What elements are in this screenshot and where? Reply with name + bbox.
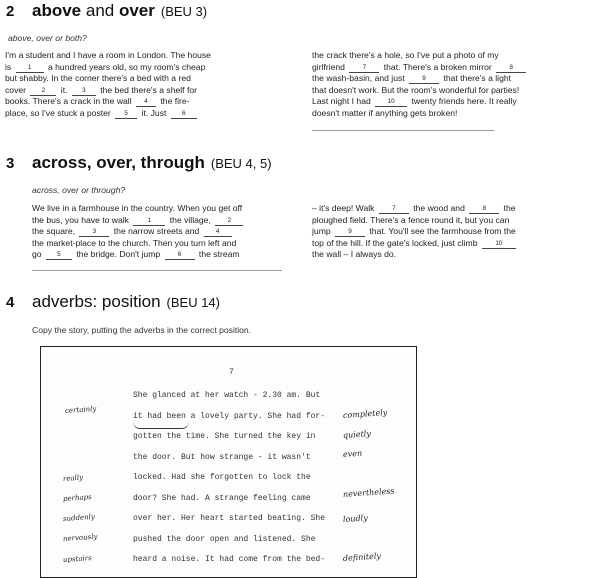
handwritten-adverb: perhaps — [62, 493, 92, 503]
section-3-title-text: across, over, through — [32, 153, 205, 172]
text-run: twenty friends here. It really — [409, 96, 517, 107]
text-line — [312, 215, 597, 227]
title-word-and: and — [81, 1, 119, 20]
answer-blank-3[interactable]: 3 — [72, 87, 96, 96]
text-line — [5, 50, 295, 62]
text-run: that. You'll see the farmhouse from the — [367, 226, 516, 237]
text-run: a hundred years old, so my room's cheap — [45, 61, 206, 72]
handwritten-adverb: loudly — [342, 513, 368, 524]
text-line — [312, 249, 597, 261]
typed-line: door? She had. A strange feeling came — [133, 493, 311, 503]
text-line — [5, 62, 295, 74]
text-run: – it's deep! Walk — [312, 203, 377, 213]
text-line — [312, 238, 597, 250]
text-run: the narrow streets and — [111, 226, 202, 237]
section-3-reference: (BEU 4, 5) — [210, 156, 272, 171]
answer-blank-5[interactable]: 5 — [46, 251, 72, 260]
handwritten-adverb: quietly — [342, 429, 372, 440]
section-2-reference: (BEU 3) — [160, 4, 208, 19]
text-run: place, so I've stuck a poster — [5, 107, 114, 118]
answer-blank-3[interactable]: 3 — [79, 228, 109, 237]
text-run: the wall – I always do. — [312, 249, 397, 260]
handwritten-adverb: really — [62, 473, 84, 483]
answer-blank-4[interactable]: 4 — [204, 228, 232, 237]
typed-line: locked. Had she forgotten to lock the — [133, 473, 311, 482]
section-4-reference: (BEU 14) — [166, 295, 220, 310]
answer-blank-9[interactable]: 9 — [335, 228, 365, 237]
handwritten-adverb: completely — [342, 407, 388, 420]
text-run: that. There's a broken mirror — [381, 61, 495, 72]
answer-blank-1[interactable]: 1 — [133, 217, 165, 226]
typed-story-sheet — [40, 346, 417, 578]
text-line — [312, 96, 597, 108]
text-run: the village, — [167, 214, 214, 225]
text-run: the wash-basin, and just — [312, 73, 408, 84]
typed-line: pushed the door open and listened. She — [133, 534, 316, 544]
text-run: the stream — [196, 249, 240, 260]
text-run: the bus, you have to walk — [32, 214, 132, 225]
title-word-above: above — [32, 1, 82, 20]
typed-line: the door. But how strange - it wasn't — [133, 452, 311, 462]
handwritten-adverb: upstairs — [62, 554, 92, 564]
section-2-text-left — [5, 50, 295, 120]
text-run: the bridge. Don't jump — [73, 249, 163, 260]
section-3-divider — [32, 270, 282, 271]
section-3-title — [32, 153, 272, 173]
answer-blank-10[interactable]: 10 — [375, 98, 407, 107]
section-3-number: 3 — [6, 155, 15, 172]
section-4-instruction: Copy the story, putting the adverbs in the correct position. — [32, 325, 252, 335]
answer-blank-6[interactable]: 6 — [165, 251, 195, 260]
text-run: cover — [5, 84, 29, 95]
text-run: ploughed field. There's a fence round it, but you can — [312, 214, 510, 225]
text-run: it. — [58, 84, 70, 95]
text-run: the crack there's a hole, so I've put a photo of my — [312, 50, 499, 60]
text-run: I'm a student and I have a room in London. The house — [5, 50, 211, 60]
answer-blank-8[interactable]: 8 — [496, 64, 526, 73]
text-line — [5, 85, 295, 97]
text-line — [5, 108, 295, 120]
text-run: Last night I had — [312, 96, 374, 107]
answer-blank-6[interactable]: 6 — [171, 110, 197, 119]
typed-line: over her. Her heart started beating. She — [133, 514, 326, 523]
answer-blank-7[interactable]: 7 — [349, 64, 379, 73]
typed-line: heard a noise. It had come from the bed- — [133, 555, 326, 564]
handwritten-adverb: definitely — [342, 551, 382, 563]
section-2-text-right — [312, 50, 597, 120]
text-run: that there's a light — [441, 73, 512, 84]
answer-blank-9[interactable]: 9 — [409, 75, 439, 84]
text-run: top of the hill. If the gate's locked, just climb — [312, 237, 480, 248]
text-run: books. There's a crack in the wall — [5, 96, 135, 107]
answer-blank-8[interactable]: 8 — [469, 205, 499, 214]
handwritten-adverb: nervously — [62, 532, 98, 543]
text-line — [312, 62, 597, 74]
answer-blank-2[interactable]: 2 — [30, 87, 56, 96]
answer-blank-7[interactable]: 7 — [379, 205, 409, 214]
typed-line: it had been a lovely party. She had for- — [133, 411, 326, 421]
section-4-number: 4 — [6, 294, 15, 311]
text-run: is — [5, 61, 14, 72]
text-run: the square, — [32, 226, 78, 237]
section-4-title — [32, 292, 220, 312]
text-line — [5, 96, 295, 108]
text-line — [312, 73, 597, 85]
text-run: girlfriend — [312, 61, 348, 72]
section-3-text-right — [312, 203, 597, 261]
answer-blank-2[interactable]: 2 — [215, 217, 243, 226]
text-line — [312, 203, 597, 215]
section-2-number: 2 — [6, 3, 15, 20]
text-line — [312, 50, 597, 62]
text-run: it. Just — [139, 107, 169, 118]
typed-line: gotten the time. She turned the key in — [133, 432, 316, 441]
section-2-instruction: above, over or both? — [8, 33, 87, 43]
text-run: doesn't matter if anything gets broken! — [312, 107, 458, 118]
text-line — [312, 108, 597, 120]
text-run: the — [501, 203, 516, 213]
text-line — [32, 203, 302, 215]
text-line — [5, 73, 295, 85]
text-run: the wood and — [410, 203, 468, 213]
text-line — [312, 85, 597, 97]
text-line — [32, 249, 302, 261]
text-line — [312, 226, 597, 238]
section-4-title-text: adverbs: position — [32, 292, 161, 311]
answer-blank-4[interactable]: 4 — [136, 98, 156, 107]
answer-blank-5[interactable]: 5 — [115, 110, 137, 119]
sheet-page-number: 7 — [229, 368, 234, 377]
text-run: We live in a farmhouse in the country. When you get off — [32, 203, 243, 213]
section-2-divider — [312, 130, 494, 131]
handwritten-underline — [133, 422, 189, 429]
text-line — [32, 238, 302, 250]
answer-blank-1[interactable]: 1 — [16, 64, 44, 73]
answer-blank-10[interactable]: 10 — [482, 240, 516, 249]
text-line — [32, 226, 302, 238]
text-run: but shabby. In the corner there's a bed with a red — [5, 73, 191, 84]
text-run: go — [32, 249, 44, 260]
text-run: that doesn't work. But the room's wonderful for parties! — [312, 84, 520, 95]
text-run: the bed there's a shelf for — [97, 84, 197, 95]
text-line — [32, 215, 302, 227]
handwritten-adverb: nevertheless — [342, 486, 395, 499]
section-2-title — [32, 1, 207, 21]
handwritten-adverb: certainly — [64, 404, 97, 415]
typed-line: She glanced at her watch - 2.30 am. But — [133, 391, 321, 400]
handwritten-adverb: even — [342, 448, 363, 459]
text-run: jump — [312, 226, 334, 237]
handwritten-adverb: suddenly — [62, 512, 96, 523]
text-run: the fire- — [158, 96, 190, 107]
text-run: the market-place to the church. Then you turn left and — [32, 237, 237, 248]
section-3-text-left — [32, 203, 302, 261]
section-3-instruction: across, over or through? — [32, 185, 126, 195]
title-word-over: over — [118, 1, 155, 20]
